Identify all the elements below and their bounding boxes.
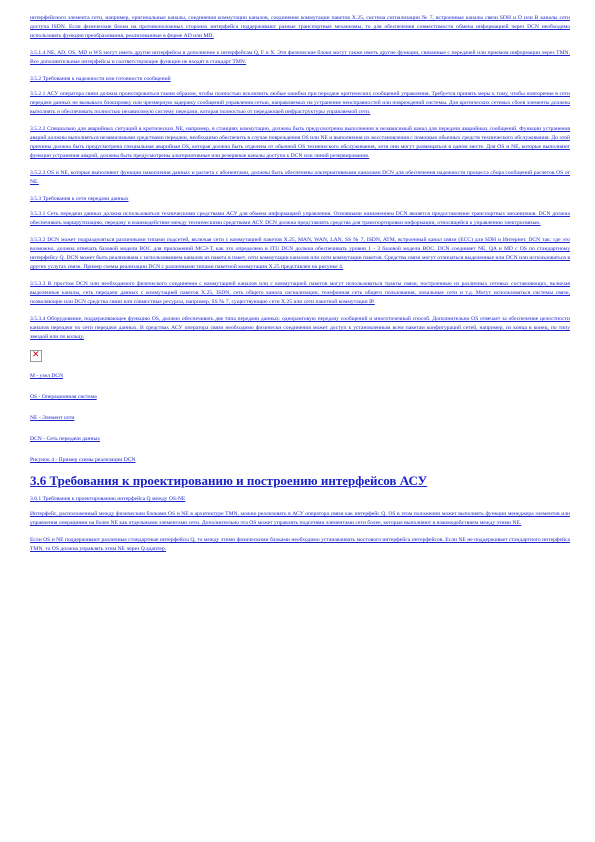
- broken-image-icon: [30, 350, 42, 362]
- paragraph-3-5-2-1[interactable]: 3.5.2.1 АСУ оператора связи должна проектироваться таким образом, чтобы полностью исключить любые ошибки при передаче критических сообщений управления. Требуется принять меры к тому, чтобы повторение в сети передачи данных не вызывало блокировку или чрезмерную задержку сообщений управления сетью, направляемых на устранение неисправностей или повреждений системы. Для критических сетевых сбоев элементы должны выполнять и обеспечивать полностью независимую систему передачи, которая полностью от передающей инфраструктуры управляемой сети.: [30, 91, 570, 115]
- paragraph-intro-continuation[interactable]: интерфейсного элемента сети, например, оригинальные каналы, соединения коммутации каналов, соединения коммутации пакетов X.25, система сигнализации № 7, встроенные каналы связи SDH и D или B каналы сети доступа ISDN. Если физические блоки на противоположных сторонах интерфейса поддерживают разные транспортные механизмы, то для обеспечения совместимости обмена информацией через DCN необходимо использовать функции преобразования, реализованные в форме AD или MD.: [30, 15, 570, 39]
- document-page: [30, 14, 570, 562]
- figure-caption[interactable]: Рисунок 4 - Пример схемы реализации DCN: [30, 457, 136, 463]
- section-heading-3-6[interactable]: 3.6 Требования к проектированию и построению интерфейсов АСУ: [30, 473, 428, 488]
- legend-item-ne[interactable]: NE - Элемент сети: [30, 415, 75, 421]
- paragraph-q-adapter[interactable]: Если OS и NE поддерживают различные стандартные интерфейсы Q, то между этими физическими блоками необходимо устанавливать мостового интерфейса интерфейсов. Если NE не поддерживает стандартного интерфейса TMN, то OS должна управлять этим NE через Q адаптер.: [30, 537, 570, 552]
- subheading-3-6-1[interactable]: 3.6.1 Требования к проектированию интерфейса Q между OS-NE: [30, 496, 186, 502]
- subheading-3-5-3[interactable]: 3.5.3 Требования к сети передачи данных: [30, 196, 129, 202]
- paragraph-3-5-3-3[interactable]: 3.5.3.3 В простом DCN или необходимого физического соединения с коммутацией каналов или с коммутацией пакетов могут использоваться тракты связи, построенные из различных сетевых составляющих, включая выделенные каналы, сеть передачи данных с коммутацией пакетов X.25, ISDN, сеть общего канала сигнализации, телефонная сеть общего пользования, локальные сети и т.д. Могут использоваться системы связи, позволяющие или DCN средства связи или совместные ресурсы, например, SS № 7, существующие сети X.25 или сети пакетной коммутации IP.: [30, 281, 570, 305]
- legend-item-dcn[interactable]: DCN - Сеть передачи данных: [30, 436, 101, 442]
- subheading-3-5-2[interactable]: 3.5.2 Требования к надежности или готовности сообщений: [30, 76, 171, 82]
- broken-image-glyph: ✕: [32, 350, 40, 360]
- paragraph-3-5-3-2[interactable]: 3.5.3.2 DCN может подразделяться различными типами подсетей, включая сети с коммутацией пакетов X.25, MAN, WAN, LAN, SS № 7, ISDN, ATM, встроенный канал связи (ECC) для SDH и Интернет. DCN так: где это возможно, должна отвечать базовой модели ВОС для приложений МСЭ-Т, как это определено в ITU DCN должна обеспечивать уровни 1 - 3 базовой модели ВОС. DCN соединяет NE, QA и MD с OS по стандартному интерфейсу Q. DCN может быть реализована с использованием каналов из пакета в пакет, сети коммутации каналов или сети коммутации пакетов. Средства связи могут отличаться выделенные или DCN или использоваться в других услугах связи. Пример схемы реализации DCN с различными типами пакетной коммутации X.25 представлен на рисунке 4.: [30, 237, 570, 270]
- legend-item-os[interactable]: OS - Операционная система: [30, 394, 97, 400]
- paragraph-3-5-1-4[interactable]: 3.5.1.4 NE, AD, OS, MD и WS могут иметь другие интерфейсы в дополнение к интерфейсам Q, F и X. Эти физические блоки могут также иметь другие функции, связанные с передачей или приемом информации через TMN. Все дополнительные интерфейсы и соответствующие функции не входят в стандарт TMN.: [30, 50, 570, 65]
- paragraph-3-5-3-1[interactable]: 3.5.3.1 Сеть передачи данных должна использоваться техническими средствами АСУ для обмена информацией управления. Основными назначением DCN является предоставление транспортных механизмов. DCN должна обеспечивать маршрутизацию, передачу и взаимодействие между техническими средствами АСУ. DCN должна представлять средства для транспортировки информации, относящейся к управлению электросвязью.: [30, 211, 570, 226]
- paragraph-q-interface[interactable]: Интерфейс, расположенный между физическим блоками OS и NE в архитектуре TMN, можно реализовать в АСУ оператора связи как интерфейс Q. OS в этом положении может выполнять функции менеджера элементов или управления операциями на более NE как отдельными элементами сети. Дополнительно эта OS может управлять подсетями элементами сети более, которые выполняют и взаимодействием между этими NE.: [30, 511, 570, 526]
- paragraph-3-5-2-2[interactable]: 3.5.2.2 Специально для аварийных ситуаций в критических NE, например, в станциях коммутации, должны быть предусмотрены выполнения и независимый канал для передачи аварийных сообщений. Функции устранения аварий должны выполняться независимыми средствами передачи, необходимо обеспечить в случае повреждения OS или NE и выполнения их восстановления с помощью обычных средств технического обслуживания. До этой причины должна быть предусмотрена специальная аварийная OS, которая должна быть отделена от обычной OS технического обслуживания, хотя они могут размещаться в одном месте. Для OS и NE, которые выполняют функции устранения аварий, должны быть предусмотрены альтернативные или резервные каналы доступа к DCN или линий резервирования.: [30, 126, 570, 159]
- paragraph-3-5-3-4[interactable]: 3.5.3.4 Оборудование, поддерживающее функцию OS, должно обеспечивать две типа передачи данных: одноранговую передачу сообщений и многоточечный способ. Дополнительно OS отвечает за обеспечение целостности каналов передачи по сети передачи данных. В средствах АСУ оператора связи необходимо физически соединения может доступ к установленным всем пакетам конфигураций сетей, например, из конца в конец, по типу звездой или по кольцу.: [30, 316, 570, 340]
- paragraph-3-5-2-3[interactable]: 3.5.2.3 OS и NE, которые выполняют функции накопления данных и расчета с абонентами, должны быть обеспечены альтернативными каналами DCN для обеспечения надежности процесса сбора сообщений расчетов OS от NE.: [30, 170, 570, 185]
- legend-item-node[interactable]: М - узел DCN: [30, 373, 64, 379]
